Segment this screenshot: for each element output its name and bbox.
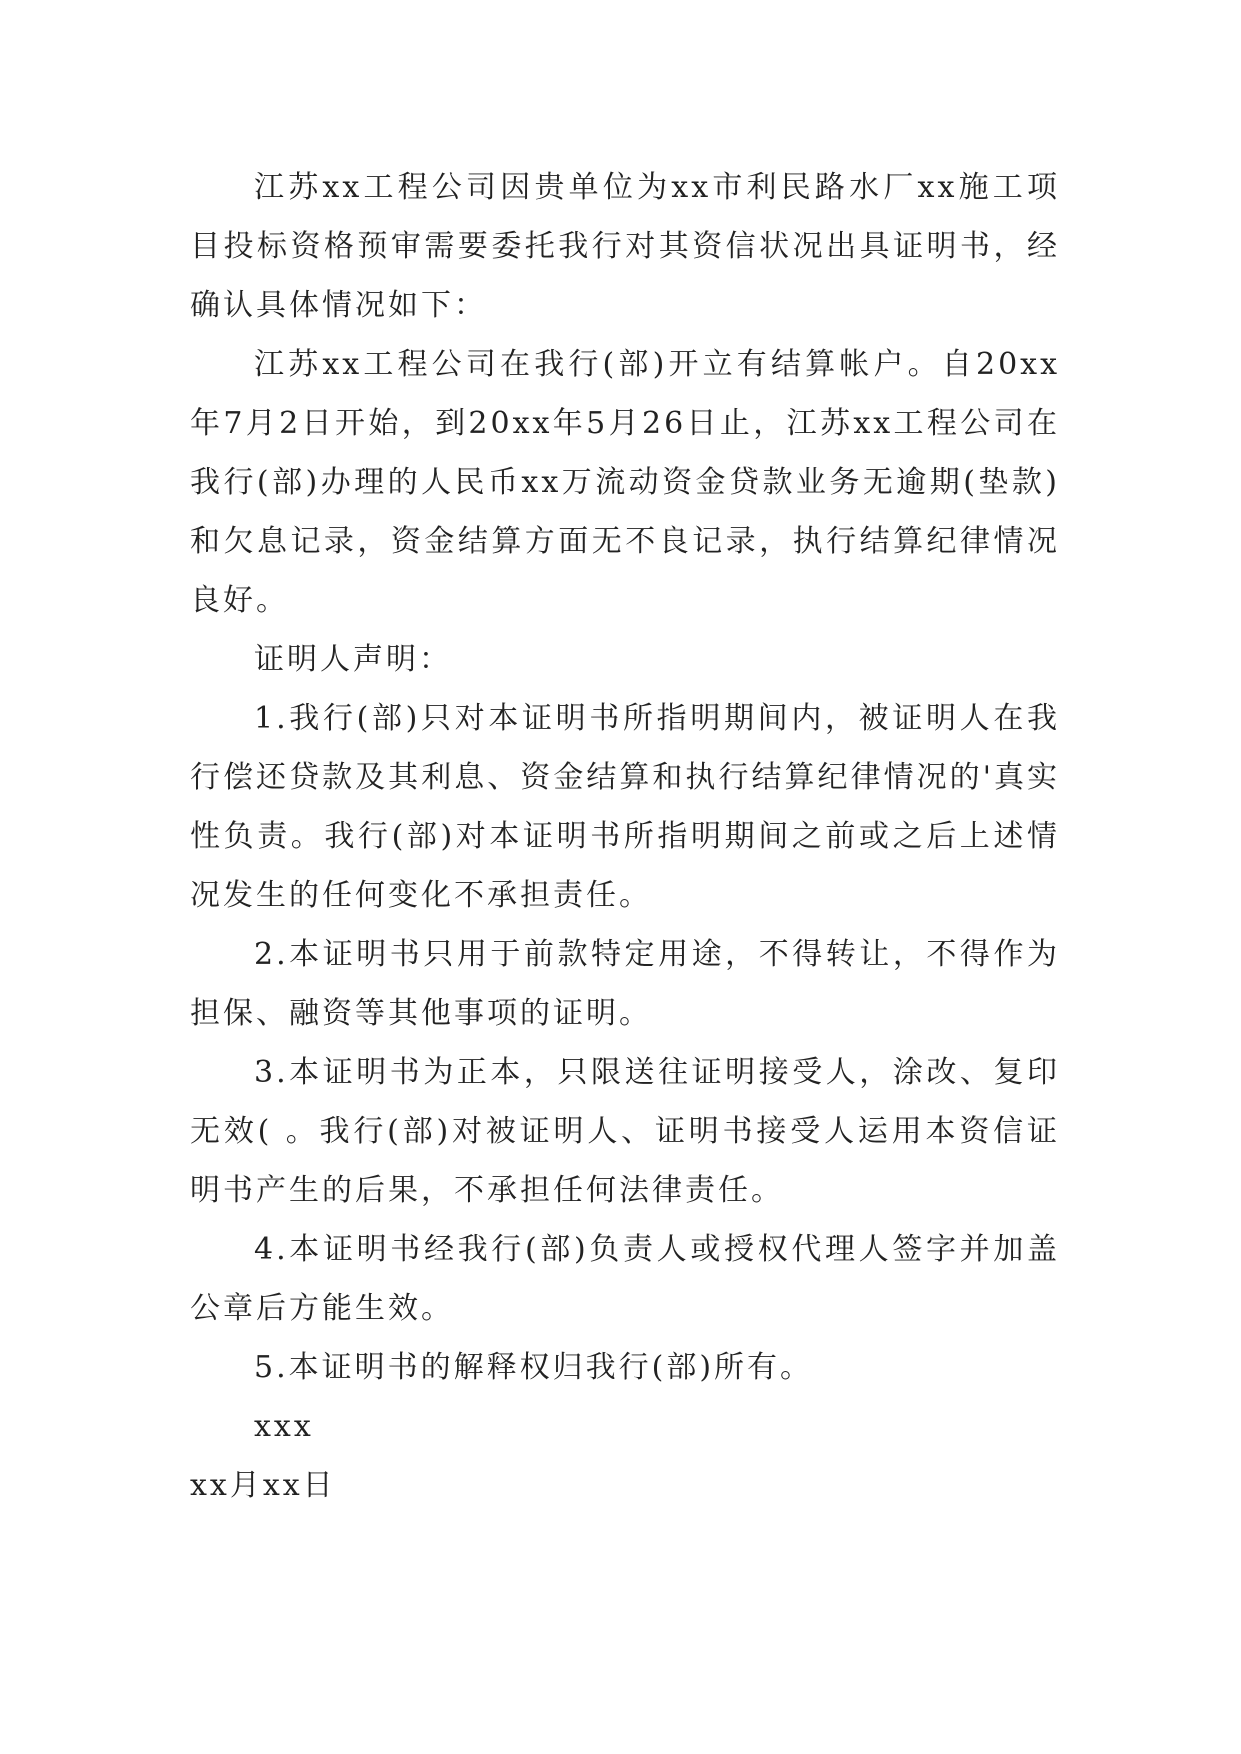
declaration-item-4: 4.本证明书经我行(部)负责人或授权代理人签字并加盖公章后方能生效。 <box>190 1232 1060 1326</box>
intro-paragraph: 江苏xx工程公司因贵单位为xx市利民路水厂xx施工项目投标资格预审需要委托我行对其资信状况出具证明书，经确认具体情况如下： <box>190 170 1060 323</box>
declaration-item-2: 2.本证明书只用于前款特定用途，不得转让，不得作为担保、融资等其他事项的证明。 <box>190 937 1060 1031</box>
document-date: xx月xx日 <box>190 1468 336 1503</box>
signer-name: xxx <box>254 1409 314 1444</box>
document-body <box>190 158 1060 1515</box>
declaration-item-5: 5.本证明书的解释权归我行(部)所有。 <box>254 1350 814 1385</box>
declaration-heading: 证明人声明： <box>254 642 452 677</box>
declaration-item-3: 3.本证明书为正本，只限送往证明接受人，涂改、复印无效( 。我行(部)对被证明人、证明书接受人运用本资信证明书产生的后果，不承担任何法律责任。 <box>190 1055 1060 1208</box>
declaration-item-1: 1.我行(部)只对本证明书所指明期间内，被证明人在我行偿还贷款及其利息、资金结算和执行结算纪律情况的'真实性负责。我行(部)对本证明书所指明期间之前或之后上述情况发生的任何变化不承担责任。 <box>190 701 1060 913</box>
account-status-paragraph: 江苏xx工程公司在我行(部)开立有结算帐户。自20xx年7月2日开始，到20xx年5月26日止，江苏xx工程公司在我行(部)办理的人民币xx万流动资金贷款业务无逾期(垫款)和欠息记录，资金结算方面无不良记录，执行结算纪律情况良好。 <box>190 347 1060 618</box>
